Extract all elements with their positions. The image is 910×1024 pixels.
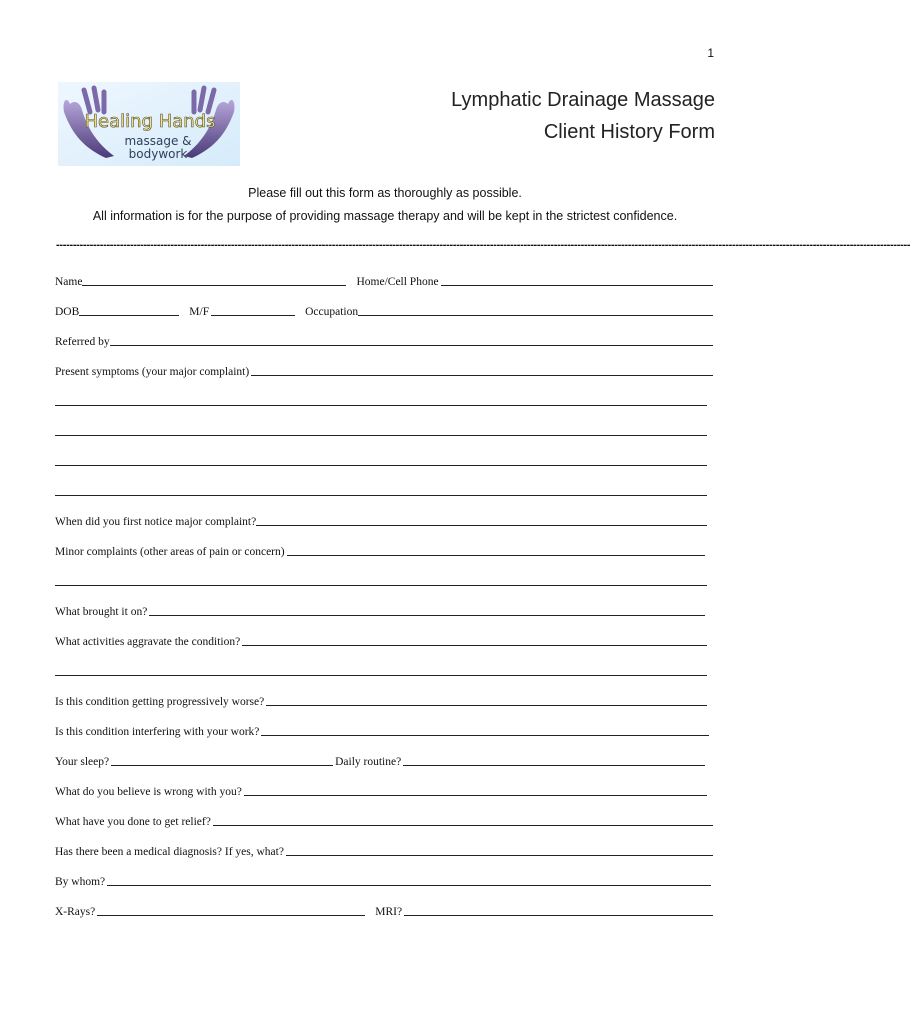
row-sleep-routine (55, 752, 715, 768)
symptoms-line-4[interactable] (55, 454, 707, 466)
name-label: Name (55, 276, 83, 288)
whom-label: By whom? (55, 876, 106, 888)
row-minor-2 (55, 572, 715, 588)
sleep-label: Your sleep? (55, 756, 110, 768)
row-referred (55, 332, 715, 348)
dob-field[interactable] (79, 304, 179, 316)
row-aggravate-2 (55, 662, 715, 678)
occupation-field[interactable] (358, 304, 713, 316)
row-diagnosis (55, 842, 715, 858)
sleep-field[interactable] (111, 754, 333, 766)
svg-text:Healing Hands: Healing Hands (84, 111, 216, 132)
row-symptoms-5 (55, 482, 715, 498)
svg-text:bodywork: bodywork (128, 147, 188, 161)
minor-label: Minor complaints (other areas of pain or concern) (55, 546, 285, 558)
dob-label: DOB (55, 306, 80, 318)
work-field[interactable] (261, 724, 709, 736)
diagnosis-label: Has there been a medical diagnosis? If yes, what? (55, 846, 284, 858)
page-number: 1 (707, 46, 714, 60)
brought-on-label: What brought it on? (55, 606, 148, 618)
svg-text:massage &: massage & (124, 134, 192, 148)
row-symptoms-2 (55, 392, 715, 408)
title-line-1: Lymphatic Drainage Massage (451, 89, 715, 111)
intro-line-2: All information is for the purpose of providing massage therapy and will be kept in the strictest confidence. (92, 209, 678, 223)
name-field[interactable] (82, 274, 346, 286)
row-worse (55, 692, 715, 708)
first-notice-field[interactable] (256, 514, 707, 526)
believe-field[interactable] (244, 784, 707, 796)
relief-label: What have you done to get relief? (55, 816, 211, 828)
aggravate-field[interactable] (242, 634, 707, 646)
row-minor (55, 542, 715, 558)
referred-label: Referred by (55, 336, 110, 348)
row-aggravate (55, 632, 715, 648)
symptoms-line-5[interactable] (55, 484, 707, 496)
routine-label: Daily routine? (335, 756, 402, 768)
symptoms-line-3[interactable] (55, 424, 707, 436)
row-whom (55, 872, 715, 888)
row-dob-sex-occupation (55, 302, 715, 318)
mri-field[interactable] (404, 904, 713, 916)
symptoms-label: Present symptoms (your major complaint) (55, 366, 250, 378)
worse-label: Is this condition getting progressively worse? (55, 696, 265, 708)
form-title (451, 84, 715, 148)
xrays-label: X-Rays? (55, 906, 96, 918)
row-xrays-mri (55, 902, 715, 918)
healing-hands-logo (58, 82, 240, 166)
first-notice-label: When did you first notice major complaint? (55, 516, 257, 528)
minor-field[interactable] (287, 544, 705, 556)
work-label: Is this condition interfering with your work? (55, 726, 260, 738)
row-believe (55, 782, 715, 798)
row-work (55, 722, 715, 738)
mri-label: MRI? (375, 906, 403, 918)
worse-field[interactable] (266, 694, 707, 706)
aggravate-label: What activities aggravate the condition? (55, 636, 241, 648)
intro-line-1: Please fill out this form as thoroughly as possible. (248, 186, 522, 200)
row-name-phone (55, 272, 715, 288)
diagnosis-field[interactable] (286, 844, 713, 856)
row-symptoms (55, 362, 715, 378)
title-line-2: Client History Form (543, 121, 715, 143)
believe-label: What do you believe is wrong with you? (55, 786, 242, 798)
phone-field[interactable] (441, 274, 713, 286)
referred-field[interactable] (110, 334, 713, 346)
intro-text (0, 182, 770, 228)
occupation-label: Occupation (305, 306, 359, 318)
brought-on-field[interactable] (149, 604, 705, 616)
row-brought-on (55, 602, 715, 618)
relief-field[interactable] (213, 814, 713, 826)
xrays-field[interactable] (97, 904, 365, 916)
row-symptoms-4 (55, 452, 715, 468)
row-relief (55, 812, 715, 828)
phone-label: Home/Cell Phone (356, 276, 439, 288)
separator-line: -------------------------------------------------------------------------------------------------------------------------------------------------------------------------------------------------------------------------------------------------------------- (56, 239, 910, 251)
sex-field[interactable] (211, 304, 295, 316)
aggravate-line-2[interactable] (55, 664, 707, 676)
routine-field[interactable] (403, 754, 705, 766)
whom-field[interactable] (107, 874, 711, 886)
sex-label: M/F (189, 306, 210, 318)
minor-line-2[interactable] (55, 574, 707, 586)
row-first-notice (55, 512, 715, 528)
row-symptoms-3 (55, 422, 715, 438)
symptoms-line-2[interactable] (55, 394, 707, 406)
symptoms-field[interactable] (251, 364, 713, 376)
